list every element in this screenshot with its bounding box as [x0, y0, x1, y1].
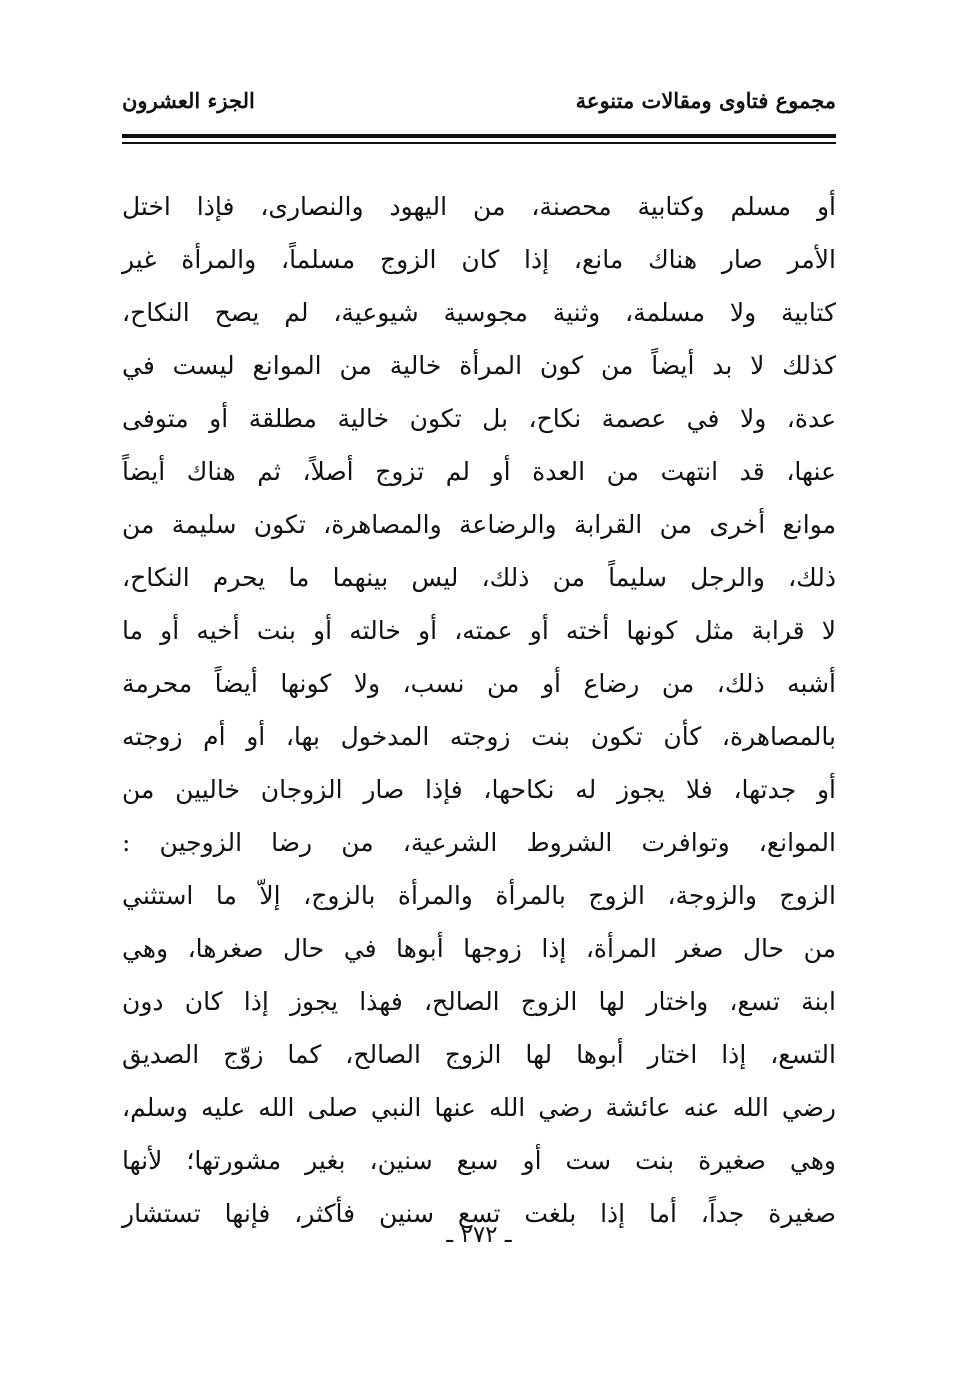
- text-line: كتابية ولا مسلمة، وثنية مجوسية شيوعية، لم يصح النكاح،: [122, 298, 836, 327]
- text-line: من حال صغر المرأة، إذا زوجها أبوها في حال صغرها، وهي: [122, 934, 836, 963]
- text-line: أو مسلم وكتابية محصنة، من اليهود والنصارى، فإذا اختل: [122, 192, 836, 221]
- running-header: [122, 88, 836, 128]
- text-line: أو جدتها، فلا يجوز له نكاحها، فإذا صار الزوجان خاليين من: [122, 775, 836, 804]
- text-line: عنها، قد انتهت من العدة أو لم تزوج أصلاً، ثم هناك أيضاً: [122, 457, 836, 486]
- header-rule-thin: [122, 142, 836, 144]
- text-line: لا قرابة مثل كونها أخته أو عمته، أو خالته أو بنت أخيه أو ما: [122, 616, 836, 645]
- text-line: وهي صغيرة بنت ست أو سبع سنين، بغير مشورتها؛ لأنها: [122, 1146, 836, 1175]
- text-line: ذلك، والرجل سليماً من ذلك، ليس بينهما ما يحرم النكاح،: [122, 563, 836, 592]
- text-line: ابنة تسع، واختار لها الزوج الصالح، فهذا يجوز إذا كان دون: [122, 987, 836, 1016]
- header-rule-thick: [122, 134, 836, 138]
- text-line: كذلك لا بد أيضاً من كون المرأة خالية من الموانع ليست في: [122, 351, 836, 380]
- text-line: عدة، ولا في عصمة نكاح، بل تكون خالية مطلقة أو متوفى: [122, 404, 836, 433]
- text-line: موانع أخرى من القرابة والرضاعة والمصاهرة، تكون سليمة من: [122, 510, 836, 539]
- text-line: الموانع، وتوافرت الشروط الشرعية، من رضا الزوجين :: [122, 828, 836, 857]
- text-line: الزوج والزوجة، الزوج بالمرأة والمرأة بالزوج، إلاّ ما استثني: [122, 881, 836, 910]
- text-line: الأمر صار هناك مانع، إذا كان الزوج مسلماً، والمرأة غير: [122, 245, 836, 274]
- body-text: [122, 180, 836, 1240]
- text-line: رضي الله عنه عائشة رضي الله عنها النبي صلى الله عليه وسلم،: [122, 1093, 836, 1122]
- book-title: مجموع فتاوى ومقالات متنوعة: [575, 88, 836, 113]
- text-line: التسع، إذا اختار أبوها لها الزوج الصالح، كما زوّج الصديق: [122, 1040, 836, 1069]
- page-number: ـ ٢٧٢ ـ: [446, 1222, 512, 1248]
- text-line: صغيرة جداً، أما إذا بلغت تسع سنين فأكثر، فإنها تستشار: [122, 1199, 836, 1228]
- text-line: أشبه ذلك، من رضاع أو من نسب، ولا كونها أيضاً محرمة: [122, 669, 836, 698]
- text-line: بالمصاهرة، كأن تكون بنت زوجته المدخول بها، أو أم زوجته: [122, 722, 836, 751]
- volume-part: الجزء العشرون: [122, 88, 255, 113]
